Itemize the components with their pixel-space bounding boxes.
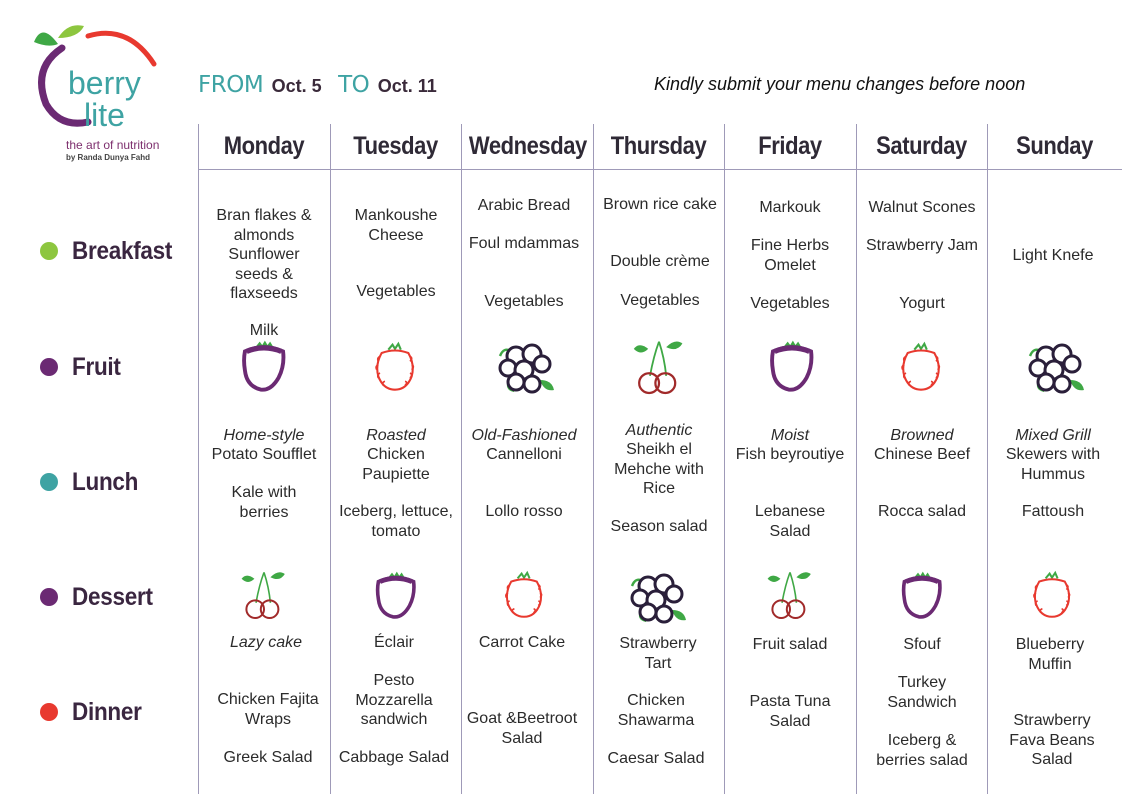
dessert-item: Lazy cake — [229, 634, 303, 651]
breakfast-item: Brown rice cake — [603, 196, 717, 213]
meal-dot — [40, 588, 58, 606]
meal-dot — [40, 242, 58, 260]
breakfast-item: Double crème — [610, 253, 710, 270]
breakfast-item: Walnut Scones — [868, 199, 976, 216]
dessert-item: Blueberry Muffin — [1015, 636, 1085, 673]
dinner-item: Caesar Salad — [607, 750, 705, 767]
day-header-monday: Monday — [223, 132, 305, 160]
cherry-icon — [632, 334, 686, 398]
day-header-tuesday: Tuesday — [353, 132, 438, 160]
column-divider — [987, 124, 988, 794]
day-header-saturday: Saturday — [876, 132, 967, 160]
dinner-item: Turkey Sandwich — [887, 674, 957, 711]
meal-dot — [40, 703, 58, 721]
breakfast-item: Yogurt — [899, 295, 945, 312]
dinner-item: Iceberg & berries salad — [876, 732, 968, 769]
dinner-item: Cabbage Salad — [338, 749, 450, 766]
plum-icon — [238, 338, 290, 396]
lunch-style: Roasted — [366, 427, 426, 444]
from-label: FROM — [198, 72, 264, 98]
breakfast-item: Vegetables — [484, 293, 564, 310]
brand-name-top: berry — [68, 65, 141, 101]
breakfast-item: Fine Herbs Omelet — [750, 237, 830, 274]
lunch-side: Rocca salad — [877, 503, 967, 520]
column-divider — [856, 124, 857, 794]
breakfast-item: Mankoushe Cheese — [354, 207, 438, 244]
column-divider — [724, 124, 725, 794]
strawberry-icon — [1028, 568, 1076, 624]
meal-dinner — [40, 697, 149, 727]
breakfast-item: Vegetables — [356, 283, 436, 300]
lunch-dish: Cannelloni — [486, 446, 562, 463]
meal-fruit — [40, 352, 126, 382]
lunch-style: Browned — [890, 427, 954, 444]
dessert-item: Strawberry Tart — [619, 635, 697, 672]
lunch-style: Mixed Grill — [1015, 427, 1091, 444]
meal-dot — [40, 473, 58, 491]
dinner-item: Goat &Beetroot Salad — [466, 710, 578, 747]
meal-dot — [40, 358, 58, 376]
brand-byline: by Randa Dunya Fahd — [66, 153, 151, 162]
dinner-item: Chicken Fajita Wraps — [217, 691, 319, 728]
lunch-style: Home-style — [223, 427, 305, 444]
day-header-friday: Friday — [758, 132, 822, 160]
berries-icon — [494, 334, 558, 398]
dessert-item: Carrot Cake — [478, 634, 566, 651]
breakfast-item: Markouk — [759, 199, 821, 216]
lunch-style: Moist — [770, 427, 810, 444]
lunch-dish: Potato Soufflet — [211, 446, 317, 463]
lunch-side: Kale with berries — [231, 484, 297, 521]
plum-icon — [372, 568, 420, 624]
plum-icon — [766, 338, 818, 396]
column-divider — [593, 124, 594, 794]
dessert-item: Éclair — [373, 634, 414, 651]
meal-label: Fruit — [72, 352, 121, 381]
column-divider — [461, 124, 462, 794]
dinner-item: Pesto Mozzarella sandwich — [355, 672, 433, 728]
lunch-dish: Skewers with Hummus — [1005, 446, 1101, 483]
berry-icon — [28, 18, 178, 138]
lunch-side: Lebanese Salad — [754, 503, 826, 540]
to-date: Oct. 11 — [377, 76, 437, 96]
breakfast-item: Light Knefe — [1012, 247, 1094, 264]
lunch-side: Lollo rosso — [485, 503, 563, 520]
strawberry-icon — [500, 568, 548, 624]
breakfast-item: Bran flakes & almonds Sunflower seeds & flaxseeds — [216, 207, 312, 302]
lunch-style: Authentic — [625, 422, 693, 439]
breakfast-item: Vegetables — [750, 295, 830, 312]
from-date: Oct. 5 — [271, 76, 322, 96]
strawberry-icon — [370, 340, 420, 396]
column-divider — [330, 124, 331, 794]
breakfast-item: Strawberry Jam — [865, 237, 979, 254]
breakfast-item: Arabic Bread — [477, 197, 571, 214]
meal-label: Lunch — [72, 467, 139, 496]
lunch-side: Iceberg, lettuce, tomato — [339, 503, 453, 540]
dinner-item: Chicken Shawarma — [617, 692, 695, 729]
day-header-sunday: Sunday — [1016, 132, 1093, 160]
column-divider — [198, 124, 199, 794]
cherry-icon — [766, 562, 814, 626]
lunch-dish: Fish beyroutiye — [735, 446, 845, 463]
lunch-dish: Sheikh el Mehche with Rice — [614, 441, 704, 497]
brand-logo — [28, 18, 178, 168]
plum-icon — [898, 568, 946, 624]
day-header-wednesday: Wednesday — [468, 132, 587, 160]
meal-label: Breakfast — [72, 236, 173, 265]
brand-name-bottom: lite — [84, 97, 125, 133]
cherry-icon — [240, 562, 288, 626]
lunch-dish: Chinese Beef — [873, 446, 971, 463]
dessert-item: Fruit salad — [752, 636, 828, 653]
dinner-item: Pasta Tuna Salad — [749, 693, 831, 730]
lunch-side: Fattoush — [1021, 503, 1085, 520]
meal-label: Dinner — [72, 697, 142, 726]
submit-notice: Kindly submit your menu changes before noon — [654, 74, 1026, 94]
date-range — [198, 72, 449, 98]
berries-icon — [626, 564, 690, 628]
dinner-item: Strawberry Fava Beans Salad — [1009, 712, 1095, 768]
brand-tagline: the art of nutrition — [66, 138, 160, 152]
lunch-dish: Chicken Paupiette — [362, 446, 430, 483]
to-label: TO — [338, 72, 370, 98]
lunch-side: Season salad — [610, 518, 708, 535]
breakfast-item: Foul mdammas — [468, 235, 580, 252]
meal-label: Dessert — [72, 582, 153, 611]
header-divider — [198, 169, 1122, 170]
dinner-item: Greek Salad — [223, 749, 313, 766]
meal-dessert — [40, 582, 162, 612]
breakfast-item: Milk — [249, 322, 279, 339]
meal-lunch — [40, 467, 146, 497]
lunch-style: Old-Fashioned — [471, 427, 577, 444]
meal-breakfast — [40, 236, 183, 266]
breakfast-item: Vegetables — [620, 292, 700, 309]
day-header-thursday: Thursday — [610, 132, 707, 160]
dessert-item: Sfouf — [903, 636, 941, 653]
strawberry-icon — [896, 340, 946, 396]
berries-icon — [1024, 334, 1088, 398]
